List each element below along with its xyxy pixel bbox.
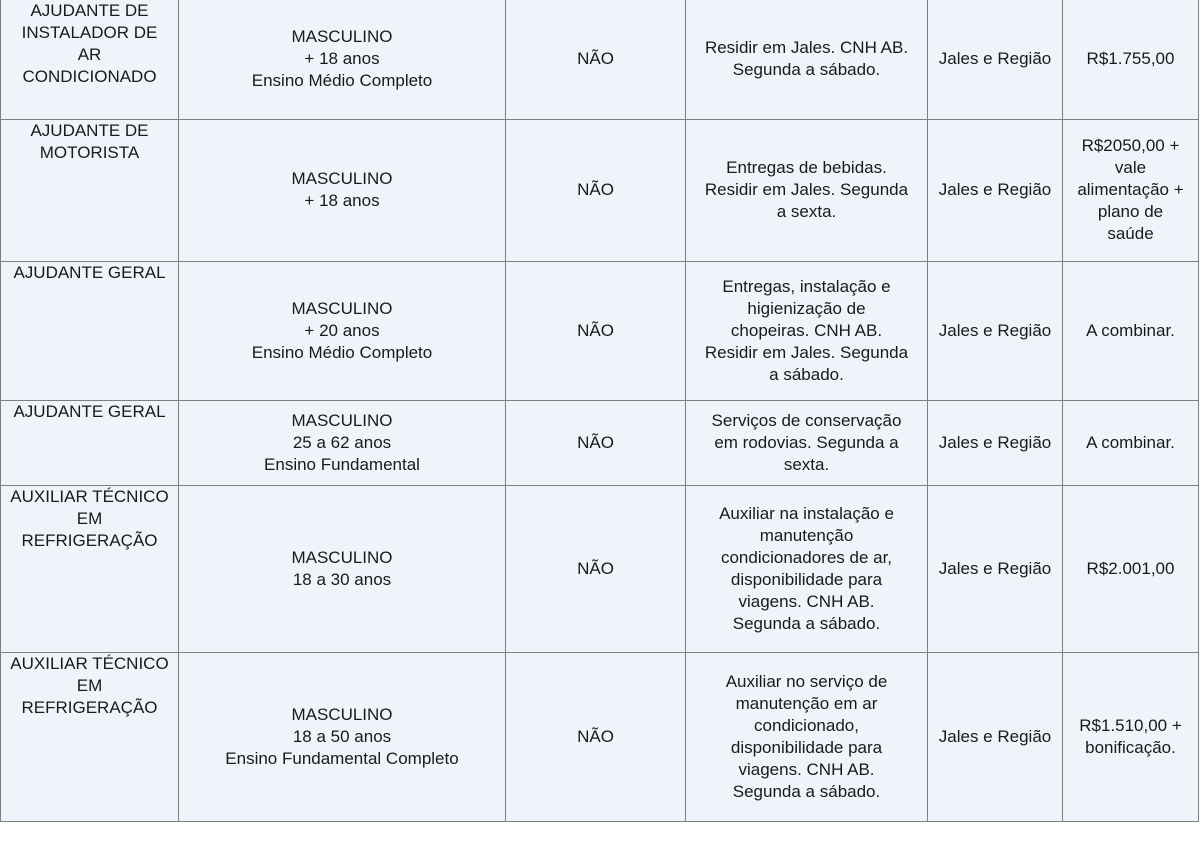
role-line: REFRIGERAÇÃO bbox=[21, 697, 158, 717]
role-line: AR bbox=[77, 45, 102, 64]
role-line: AJUDANTE DE bbox=[30, 120, 149, 140]
requirements-line: higienização de bbox=[747, 298, 866, 318]
requirements-line: Residir em Jales. Segunda bbox=[704, 180, 909, 199]
profile-line: 18 a 30 anos bbox=[292, 569, 392, 589]
experience-cell: NÃO bbox=[506, 0, 686, 119]
requirements-cell bbox=[686, 400, 928, 485]
requirements-line: viagens. CNH AB. bbox=[738, 591, 875, 611]
profile-line: 25 a 62 anos bbox=[292, 432, 392, 452]
profile-line: Ensino Médio Completo bbox=[251, 71, 433, 91]
profile-line: MASCULINO bbox=[291, 169, 393, 188]
profile-line: MASCULINO bbox=[291, 27, 393, 47]
location-cell: Jales e Região bbox=[928, 119, 1063, 261]
requirements-line: disponibilidade para bbox=[730, 737, 883, 757]
role-line: INSTALADOR DE bbox=[21, 23, 158, 42]
profile-cell bbox=[179, 652, 506, 821]
profile-cell bbox=[179, 485, 506, 652]
requirements-line: manutenção em ar bbox=[735, 693, 878, 713]
location-cell: Jales e Região bbox=[928, 485, 1063, 652]
experience-cell: NÃO bbox=[506, 119, 686, 261]
role-line: EM bbox=[76, 508, 103, 528]
requirements-line: Entregas de bebidas. bbox=[726, 158, 887, 177]
role-cell bbox=[1, 119, 179, 261]
salary-line: plano de bbox=[1097, 202, 1164, 221]
salary-cell bbox=[1063, 400, 1199, 485]
salary-line: A combinar. bbox=[1086, 432, 1175, 452]
profile-line: + 20 anos bbox=[304, 320, 380, 340]
role-line: AUXILIAR TÉCNICO bbox=[10, 486, 169, 506]
requirements-line: condicionado, bbox=[754, 715, 859, 735]
salary-line: A combinar. bbox=[1086, 320, 1175, 340]
salary-line: bonificação. bbox=[1085, 737, 1176, 757]
table-row bbox=[1, 0, 1199, 119]
role-cell bbox=[1, 400, 179, 485]
requirements-cell bbox=[686, 0, 928, 119]
requirements-line: Residir em Jales. Segunda bbox=[704, 342, 909, 362]
role-cell bbox=[1, 485, 179, 652]
salary-cell bbox=[1063, 261, 1199, 400]
table-row bbox=[1, 119, 1199, 261]
location-cell: Jales e Região bbox=[928, 400, 1063, 485]
profile-line: MASCULINO bbox=[291, 547, 393, 567]
requirements-cell bbox=[686, 652, 928, 821]
requirements-line: Segunda a sábado. bbox=[732, 613, 881, 633]
profile-line: + 18 anos bbox=[304, 49, 380, 69]
requirements-line: Serviços de conservação bbox=[711, 410, 902, 430]
salary-cell bbox=[1063, 119, 1199, 261]
salary-line: vale bbox=[1114, 158, 1147, 177]
experience-cell: NÃO bbox=[506, 652, 686, 821]
table-row bbox=[1, 261, 1199, 400]
role-line: CONDICIONADO bbox=[22, 67, 157, 86]
profile-line: MASCULINO bbox=[291, 298, 393, 318]
requirements-line: Auxiliar no serviço de bbox=[725, 671, 888, 691]
profile-line: MASCULINO bbox=[291, 410, 393, 430]
profile-line: Ensino Fundamental bbox=[264, 454, 420, 474]
requirements-line: chopeiras. CNH AB. bbox=[730, 320, 883, 340]
requirements-line: a sábado. bbox=[769, 364, 844, 384]
experience-cell: NÃO bbox=[506, 400, 686, 485]
table-row bbox=[1, 485, 1199, 652]
salary-line: saúde bbox=[1107, 224, 1154, 243]
requirements-line: em rodovias. Segunda a bbox=[714, 432, 899, 452]
requirements-line: viagens. CNH AB. bbox=[738, 759, 875, 779]
role-line: AJUDANTE GERAL bbox=[13, 401, 166, 421]
requirements-line: condicionadores de ar, bbox=[720, 547, 893, 567]
profile-line: Ensino Médio Completo bbox=[251, 342, 433, 362]
salary-cell bbox=[1063, 0, 1199, 119]
requirements-line: Segunda a sábado. bbox=[732, 781, 881, 801]
salary-line: alimentação + bbox=[1077, 180, 1184, 199]
requirements-line: a sexta. bbox=[776, 202, 837, 221]
table-row bbox=[1, 400, 1199, 485]
salary-cell bbox=[1063, 652, 1199, 821]
requirements-cell bbox=[686, 119, 928, 261]
requirements-line: Entregas, instalação e bbox=[722, 276, 891, 296]
profile-cell bbox=[179, 261, 506, 400]
salary-cell bbox=[1063, 485, 1199, 652]
role-cell bbox=[1, 0, 179, 119]
table-row bbox=[1, 652, 1199, 821]
role-line: AJUDANTE DE bbox=[30, 1, 149, 20]
role-cell bbox=[1, 652, 179, 821]
requirements-cell bbox=[686, 261, 928, 400]
location-cell: Jales e Região bbox=[928, 0, 1063, 119]
salary-line: R$2050,00 + bbox=[1081, 136, 1180, 155]
requirements-line: disponibilidade para bbox=[730, 569, 883, 589]
requirements-line: Residir em Jales. CNH AB. bbox=[704, 38, 909, 58]
salary-line: R$1.755,00 bbox=[1086, 49, 1175, 69]
profile-cell bbox=[179, 400, 506, 485]
profile-line: 18 a 50 anos bbox=[292, 726, 392, 746]
profile-cell bbox=[179, 0, 506, 119]
salary-line: R$2.001,00 bbox=[1086, 558, 1175, 578]
role-line: MOTORISTA bbox=[39, 142, 140, 162]
requirements-line: sexta. bbox=[783, 454, 830, 474]
role-cell bbox=[1, 261, 179, 400]
requirements-line: manutenção bbox=[759, 525, 854, 545]
experience-cell: NÃO bbox=[506, 485, 686, 652]
requirements-line: Auxiliar na instalação e bbox=[719, 503, 894, 523]
profile-cell bbox=[179, 119, 506, 261]
job-listings-body bbox=[1, 0, 1199, 821]
location-cell: Jales e Região bbox=[928, 652, 1063, 821]
profile-line: + 18 anos bbox=[304, 191, 380, 210]
experience-cell: NÃO bbox=[506, 261, 686, 400]
requirements-line: Segunda a sábado. bbox=[732, 60, 881, 80]
salary-line: R$1.510,00 + bbox=[1079, 715, 1182, 735]
requirements-cell bbox=[686, 485, 928, 652]
profile-line: MASCULINO bbox=[291, 704, 393, 724]
profile-line: Ensino Fundamental Completo bbox=[225, 748, 459, 768]
role-line: AUXILIAR TÉCNICO bbox=[10, 653, 169, 673]
role-line: EM bbox=[76, 675, 103, 695]
location-cell: Jales e Região bbox=[928, 261, 1063, 400]
role-line: AJUDANTE GERAL bbox=[13, 262, 166, 282]
role-line: REFRIGERAÇÃO bbox=[21, 530, 158, 550]
